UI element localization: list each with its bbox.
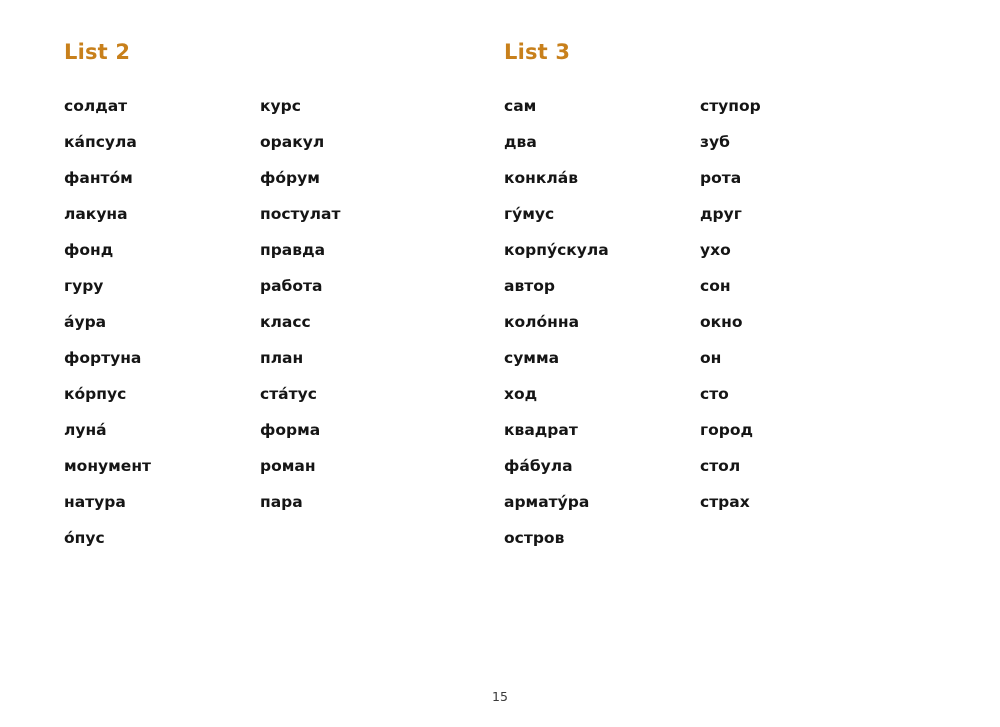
word-item: ка́псула: [64, 133, 137, 151]
word-item: квадрат: [504, 421, 578, 439]
page-footer: [0, 686, 1000, 705]
word-item: работа: [260, 277, 323, 295]
word-item: правда: [260, 241, 326, 259]
word-item: город: [700, 421, 754, 439]
word-item: сумма: [504, 349, 560, 367]
list-3-column-2: [700, 88, 898, 556]
page-number: 15: [492, 689, 508, 704]
word-item: ухо: [700, 241, 731, 259]
word-item: коло́нна: [504, 313, 580, 331]
word-item: фа́була: [504, 457, 573, 475]
word-item: рота: [700, 169, 742, 187]
word-item: сон: [700, 277, 731, 295]
word-item: ста́тус: [260, 385, 317, 403]
word-item: сам: [504, 97, 537, 115]
list-3-column-1: [502, 88, 700, 556]
word-item: сто: [700, 385, 729, 403]
word-item: фо́рум: [260, 169, 320, 187]
word-item: друг: [700, 205, 742, 223]
word-item: лакуна: [64, 205, 128, 223]
word-item: ступор: [700, 97, 761, 115]
word-item: остров: [504, 529, 565, 547]
word-item: он: [700, 349, 722, 367]
word-item: курс: [260, 97, 301, 115]
word-item: два: [504, 133, 537, 151]
word-item: гуру: [64, 277, 104, 295]
word-item: план: [260, 349, 304, 367]
word-item: о́пус: [64, 529, 105, 547]
word-item: фанто́м: [64, 169, 133, 187]
list-title-3: List 3: [504, 40, 571, 64]
word-list-block-3: [502, 40, 942, 556]
word-item: конкла́в: [504, 169, 579, 187]
word-item: корпу́скула: [504, 241, 609, 259]
word-item: постулат: [260, 205, 341, 223]
word-item: класс: [260, 313, 311, 331]
list-3-columns: [502, 88, 942, 556]
word-item: а́ура: [64, 313, 107, 331]
word-item: форма: [260, 421, 321, 439]
word-item: солдат: [64, 97, 128, 115]
word-item: армату́ра: [504, 493, 590, 511]
word-item: оракул: [260, 133, 325, 151]
word-item: страх: [700, 493, 750, 511]
list-2-columns: [62, 88, 502, 556]
list-2-column-1: [62, 88, 260, 556]
word-item: фортуна: [64, 349, 142, 367]
word-lists-container: [62, 40, 942, 556]
word-item: пара: [260, 493, 303, 511]
word-item: ко́рпус: [64, 385, 127, 403]
word-item: монумент: [64, 457, 152, 475]
list-2-column-2: [260, 88, 458, 556]
word-item: окно: [700, 313, 743, 331]
list-title-2: List 2: [64, 40, 131, 64]
word-item: гу́мус: [504, 205, 555, 223]
word-item: натура: [64, 493, 126, 511]
word-item: фонд: [64, 241, 114, 259]
word-item: зуб: [700, 133, 730, 151]
word-item: роман: [260, 457, 316, 475]
word-item: автор: [504, 277, 555, 295]
word-item: луна́: [64, 421, 107, 439]
word-item: стол: [700, 457, 741, 475]
word-list-block-2: [62, 40, 502, 556]
word-item: ход: [504, 385, 538, 403]
